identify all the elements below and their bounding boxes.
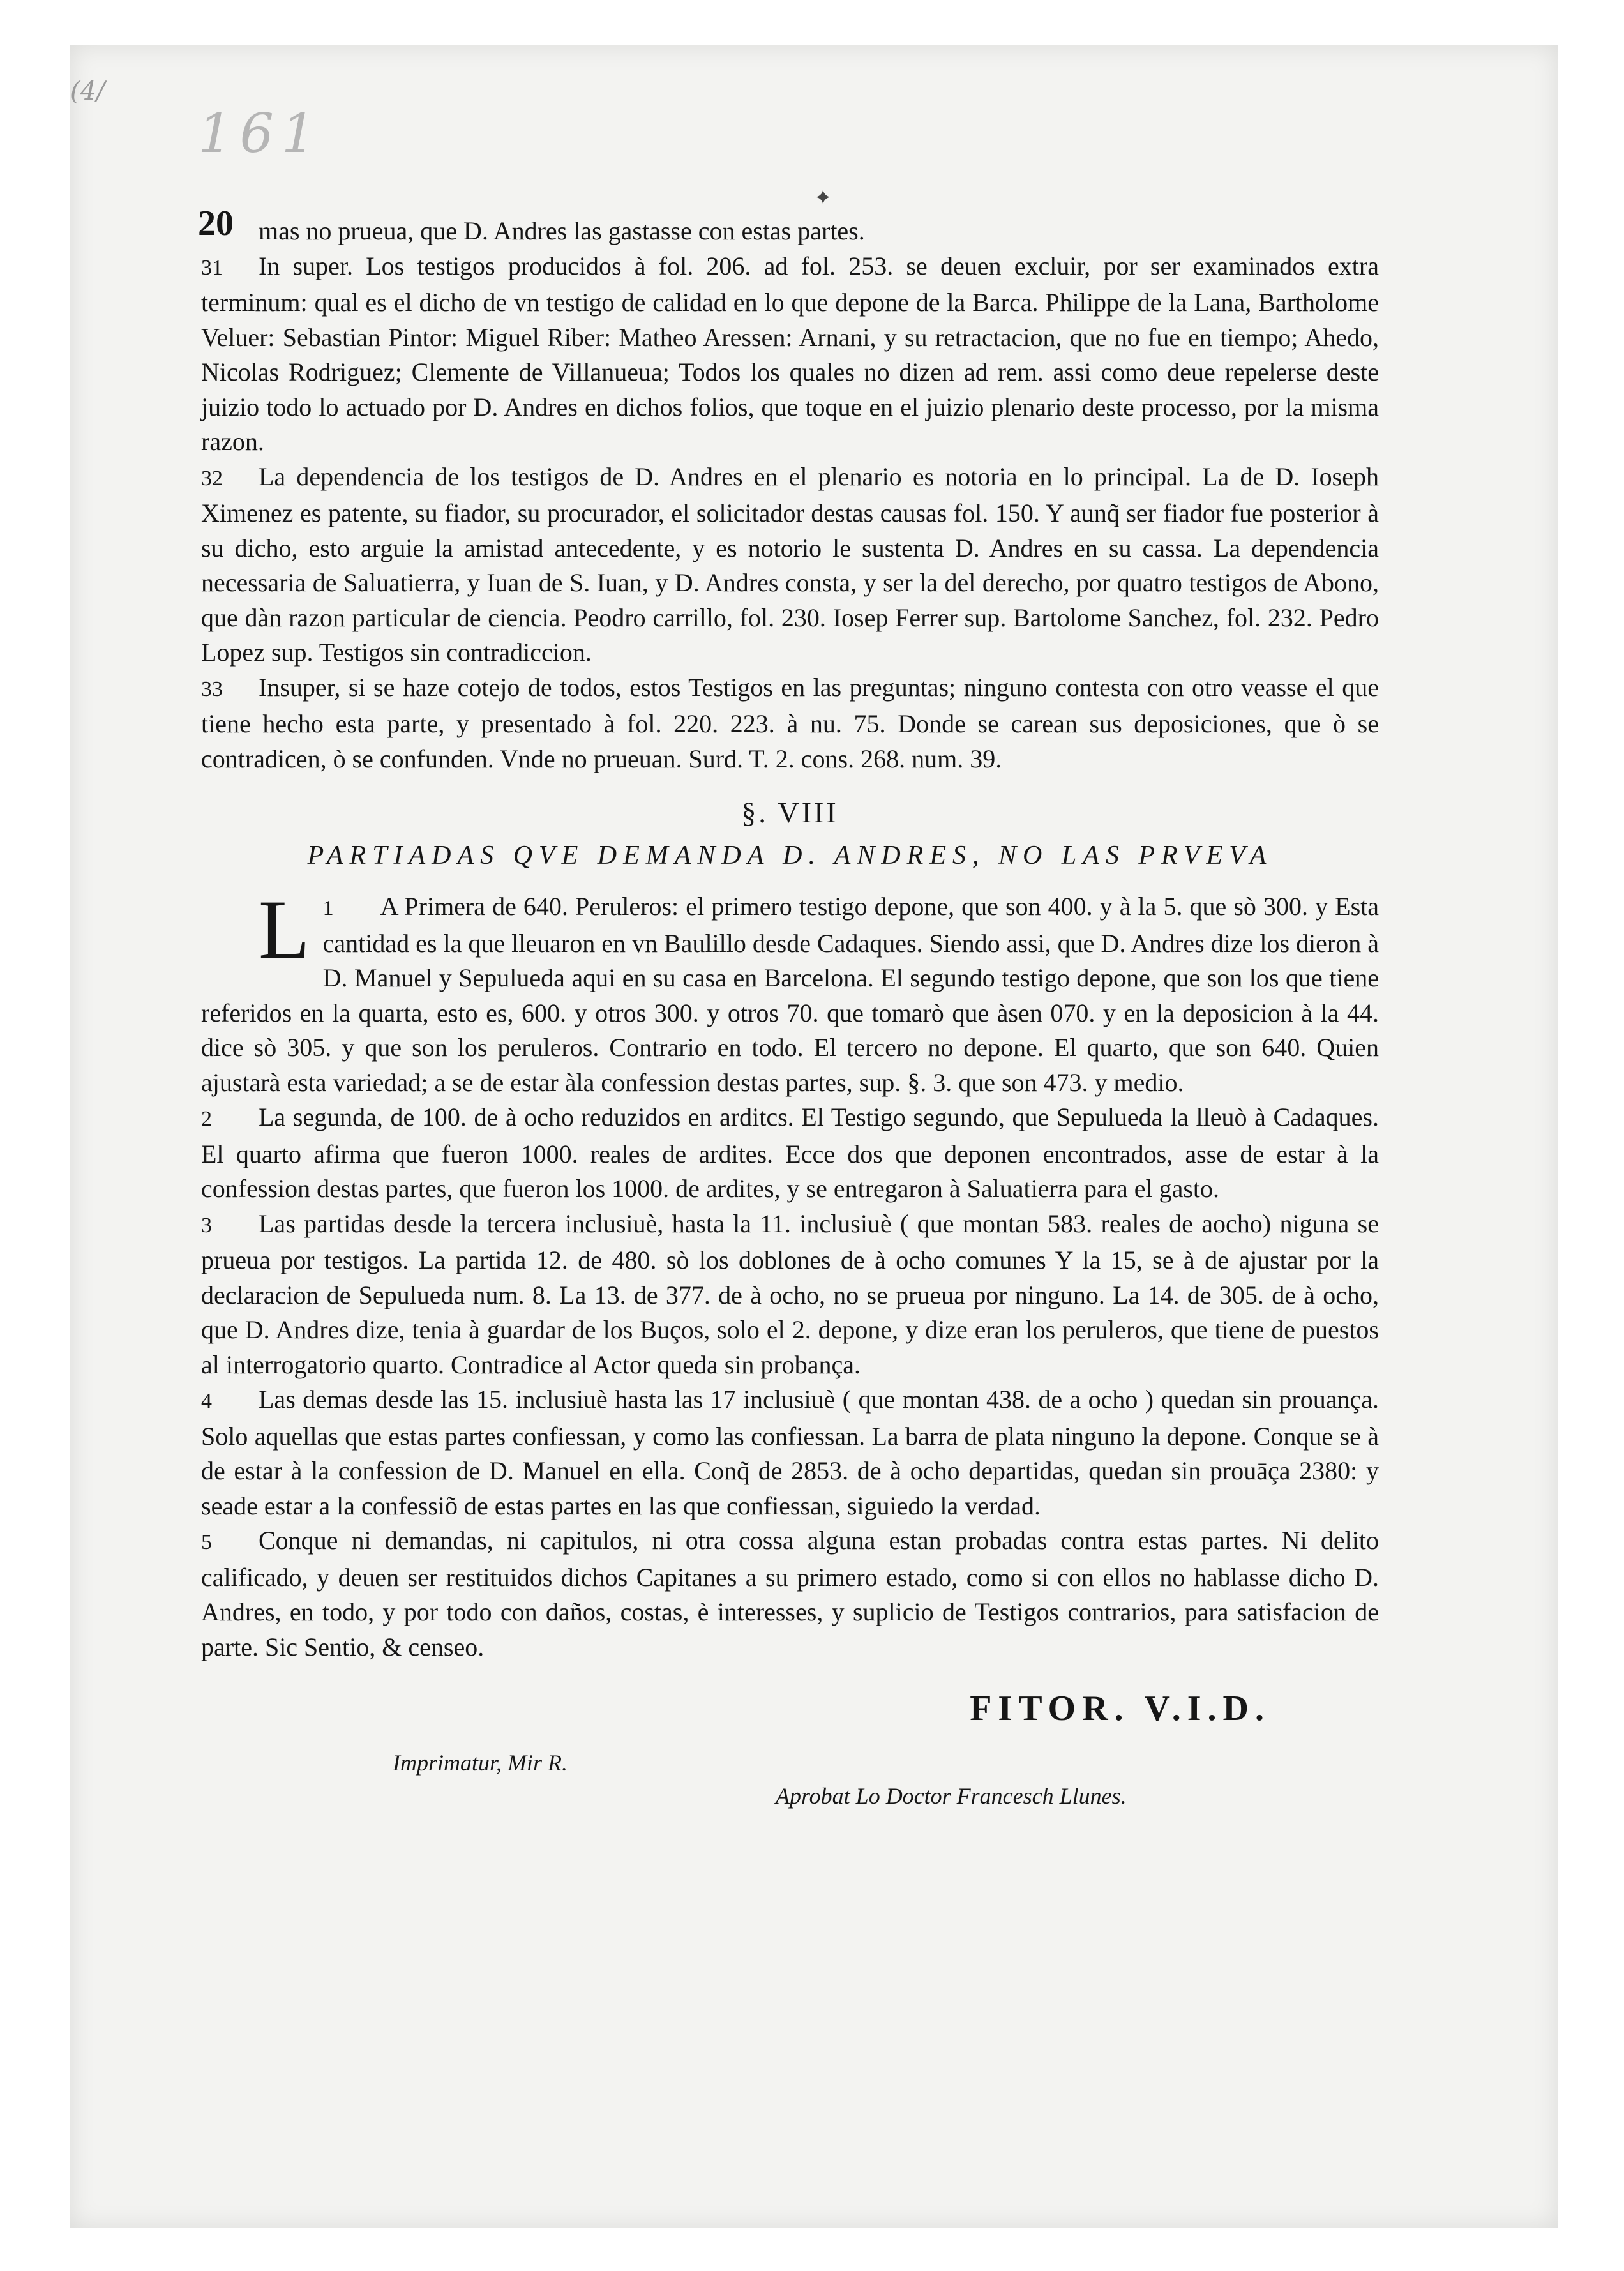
paragraph-text: Las partidas desde la tercera inclusiuè, hasta la 11. inclusiuè ( que montan 583. reales de aocho) niguna se prueua por testigos. La partida 12. de 480. sò los doblones de à ocho comunes Y la 15, se à de ajustar por la declaracion de Sepulueda num. 8. La 13. de 377. de à ocho, no se prueua por ninguno. La 14. de 305. de à ocho, que D. Andres dize, tenia à guardar de los Buços, solo el 2. depone, y dize eran los peruleros, que tiene de puestos al interrogatorio quarto. Contradice al Actor queda sin probança. (201, 1209, 1379, 1379)
paragraph (201, 1100, 1379, 1207)
paragraph-text: In super. Los testigos producidos à fol. 206. ad fol. 253. se deuen excluir, por ser examinados extra terminum: qual es el dicho de vn testigo de calidad en lo que depone de la Barca. Philippe de la Lana, Bartholome Veluer: Sebastian Pintor: Miguel Riber: Matheo Aressen: Arnani, y su retractacion, que no fue en tiempo; Ahedo, Nicolas Rodriguez; Clemente de Villanueua; Todos los quales no dizen ad rem. assi como deue repelerse deste juizio todo lo actuado por D. Andres en dichos folios, que toque en el juizio plenario deste processo, por la misma razon. (201, 251, 1379, 456)
paragraph-number: 33 (201, 677, 223, 701)
section-subtitle: PARTIADAS QVE DEMANDA D. ANDRES, NO LAS PRVEVA (307, 840, 1273, 870)
author-signature: FITOR. V.I.D. (970, 1689, 1270, 1728)
marginal-note-left: (4/ (70, 77, 105, 106)
imprimatur-line: Imprimatur, Mir R. (393, 1749, 568, 1776)
paragraph (201, 1207, 1379, 1383)
paragraph-text: La dependencia de los testigos de D. Andres en el plenario es notoria en lo principal. La de D. Ioseph Ximenez es patente, su fiador, su procurador, el solicitador destas causas fol. 150. Y aunq̃ ser fiador fue posterior à su dicho, esto arguie la amistad antecedente, y es notorio le sustenta D. Andres en su cassa. La dependencia necessaria de Saluatierra, y Iuan de S. Iuan, y D. Andres consta, y ser la del derecho, por quatro testigos de Abono, que dàn razon particular de ciencia. Peodro carrillo, fol. 230. Iosep Ferrer sup. Bartolome Sanchez, fol. 232. Pedro Lopez sup. Testigos sin contradiccion. (201, 462, 1379, 667)
paragraph-number: 3 (201, 1213, 212, 1237)
paragraph (201, 1382, 1379, 1523)
approvals (201, 1746, 1379, 1822)
paragraph-text: La segunda, de 100. de à ocho reduzidos en arditcs. El Testigo segundo, que Sepulueda la lleuò à Cadaques. El quarto afirma que fueron 1000. reales de ardites. Ecce dos que deponen encontrados, asse de estar à la confession destas partes, que fueron los 1000. de ardites, y se entregaron à Saluatierra para el gasto. (201, 1103, 1379, 1203)
paragraph (201, 670, 1379, 777)
paragraph-number: 5 (201, 1530, 212, 1554)
paragraph-text: Las demas desde las 15. inclusiuè hasta las 17 inclusiuè ( que montan 438. de a ocho ) quedan sin prouança. Solo aquellas que estas partes confiessan, y como las confiessan. La barra de plata ninguno la depone. Conque se à de estar à la confession de D. Manuel en ella. Conq̃ de 2853. de à ocho departidas, quedan sin prouāça 2380: y seade estar a la confessiõ de estas partes en las que confiessan, siguiedo la verdad. (201, 1385, 1379, 1520)
paragraph-text: A Primera de 640. Peruleros: el primero testigo depone, que son 400. y à la 5. que sò 300. y Esta cantidad es la que lleuaron en vn Baulillo desde Cadaques. Siendo assi, que D. Andres dize los dieron à D. Manuel y Sepulueda aqui en su casa en Barcelona. El segundo testigo depone, que son los que tiene referidos en la quarta, esto es, 600. y otros 300. y otros 70. que tomarò que àsen 070. y en la deposicion à la 44. dice sò 305. y que son los peruleros. Contrario en todo. El tercero no depone. El quarto, que son 640. Quien ajustarà esta variedad; a se de estar àla confession destas partes, sup. §. 3. que son 473. y medio. (201, 892, 1379, 1097)
paragraph (201, 214, 1379, 249)
aprobat-line: Aprobat Lo Doctor Francesch Llunes. (776, 1783, 1127, 1809)
paragraph-number: 2 (201, 1107, 212, 1131)
paragraph (201, 460, 1379, 670)
paragraph-number: 32 (201, 466, 223, 490)
section-title: §. VIII (741, 796, 839, 829)
paragraph (201, 882, 1379, 1100)
paragraph-number: 1 (322, 896, 334, 920)
paragraph-text: Insuper, si se haze cotejo de todos, estos Testigos en las preguntas; ninguno contesta con otro veasse el que tiene hecho esta parte, y presentado à fol. 220. 223. à nu. 75. Donde se carean sus deposiciones, que ò se contradicen, ò se confunden. Vnde no prueuan. Surd. T. 2. cons. 268. num. 39. (201, 672, 1379, 773)
paragraph-text: mas no prueua, que D. Andres las gastasse con estas partes. (259, 216, 865, 245)
paragraph-number: 31 (201, 255, 223, 280)
document-body (201, 214, 1379, 1822)
marginal-note-folio: 161 (198, 102, 324, 165)
paragraph-text: Conque ni demandas, ni capitulos, ni otra cossa alguna estan probadas contra estas partes. Ni delito calificado, y deuen ser restituidos dichos Capitanes a su primero estado, como si con ellos no hablasse dicho D. Andres, en todo, y por todo con daños, costas, è interesses, y suplicio de Testigos contrarios, para satisfacion de parte. Sic Sentio, & censeo. (201, 1526, 1379, 1661)
intro-section (201, 214, 1379, 776)
paragraph-number: 4 (201, 1389, 212, 1413)
section-paragraphs (201, 882, 1379, 1664)
paragraph (201, 1523, 1379, 1664)
drop-cap: L (259, 882, 310, 976)
page-number: 20 (198, 204, 234, 243)
printer-ornament: ✦ (814, 186, 832, 210)
paragraph (201, 249, 1379, 460)
